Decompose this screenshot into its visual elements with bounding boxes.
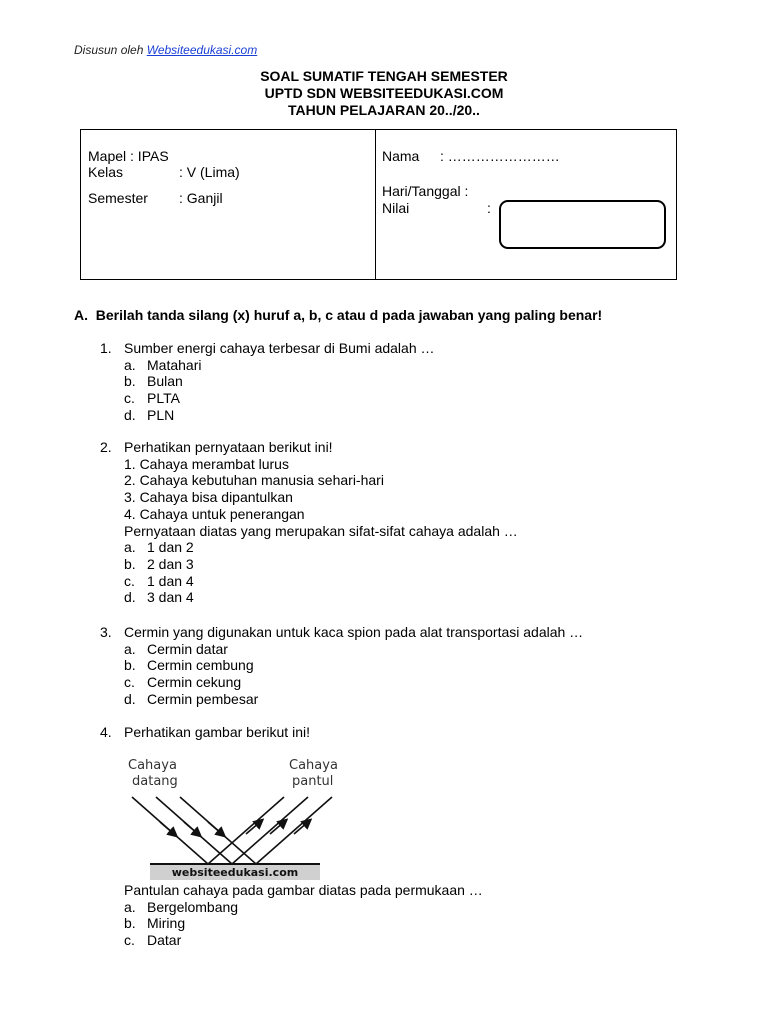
mapel-field: Mapel : IPAS <box>88 148 169 164</box>
info-table-divider <box>375 130 376 279</box>
option-text: Cermin cekung <box>147 674 242 691</box>
document-title <box>0 68 768 119</box>
option-b[interactable] <box>100 556 518 573</box>
incoming-label-line2: datang <box>132 774 178 789</box>
light-reflection-figure <box>120 752 360 880</box>
option-letter: b. <box>124 373 136 390</box>
option-letter: a. <box>124 539 136 556</box>
option-letter: c. <box>124 390 135 407</box>
question-3 <box>100 624 583 708</box>
option-a[interactable] <box>100 539 518 556</box>
reflected-ray-1 <box>208 797 284 864</box>
student-info-table <box>80 129 677 280</box>
nilai-label: Nilai <box>382 200 410 216</box>
option-text: 2 dan 3 <box>147 555 194 572</box>
question-4-answers <box>124 882 483 949</box>
option-letter: d. <box>124 589 136 606</box>
option-b[interactable] <box>124 915 483 932</box>
question-2 <box>100 439 518 606</box>
option-text: Miring <box>147 915 186 932</box>
title-line-2: UPTD SDN WEBSITEEDUKASI.COM <box>264 85 504 101</box>
option-c[interactable] <box>100 674 583 691</box>
question-prompt: Pernyataan diatas yang merupakan sifat-sifat cahaya adalah … <box>124 522 518 539</box>
option-text: Bulan <box>147 373 183 390</box>
incoming-arrow-2 <box>184 822 198 834</box>
question-4 <box>100 724 310 741</box>
option-letter: b. <box>124 657 136 674</box>
option-text: PLN <box>147 406 175 423</box>
figure-watermark: websiteedukasi.com <box>171 866 299 879</box>
kelas-value: : V (Lima) <box>179 164 240 180</box>
question-number: 1. <box>100 340 112 356</box>
option-letter: c. <box>124 572 135 589</box>
option-letter: c. <box>124 932 135 949</box>
option-letter: a. <box>124 356 136 373</box>
section-a-instruction: Berilah tanda silang (x) huruf a, b, c atau d pada jawaban yang paling benar! <box>95 307 603 323</box>
option-text: Cermin cembung <box>147 657 254 674</box>
nama-value: : …………………… <box>440 148 560 164</box>
question-number: 3. <box>100 624 112 640</box>
reflected-rays <box>208 797 332 864</box>
option-letter: b. <box>124 555 136 572</box>
incoming-label-line1: Cahaya <box>128 758 177 773</box>
option-letter: b. <box>124 915 136 932</box>
reflected-ray-2 <box>232 797 308 864</box>
option-letter: a. <box>124 898 136 915</box>
incoming-arrow-1 <box>160 822 174 834</box>
option-text: Bergelombang <box>147 898 239 915</box>
option-text: 1 dan 2 <box>147 539 194 556</box>
question-number: 4. <box>100 724 112 740</box>
option-text: Matahari <box>147 356 202 373</box>
question-text: Cermin yang digunakan untuk kaca spion pada alat transportasi adalah … <box>124 624 584 640</box>
section-a-label: A. <box>74 307 88 323</box>
question-text: Sumber energi cahaya terbesar di Bumi adalah … <box>124 340 435 356</box>
hari-tanggal-label: Hari/Tanggal : <box>382 183 469 199</box>
statement-4: 4. Cahaya untuk penerangan <box>124 505 305 522</box>
statement-1: 1. Cahaya merambat lurus <box>124 455 289 472</box>
nilai-colon: : <box>487 200 491 216</box>
title-line-3: TAHUN PELAJARAN 20../20.. <box>288 102 480 118</box>
reflected-label-line1: Cahaya <box>289 758 338 773</box>
credit-prefix: Disusun oleh <box>74 43 144 57</box>
incoming-arrow-3 <box>208 822 222 834</box>
section-a-heading <box>74 307 602 323</box>
title-line-1: SOAL SUMATIF TENGAH SEMESTER <box>260 68 508 84</box>
option-d[interactable] <box>100 691 583 708</box>
option-a[interactable] <box>100 357 435 374</box>
option-text: Cermin datar <box>147 640 228 657</box>
nama-label: Nama <box>382 148 420 164</box>
reflected-ray-3 <box>256 797 332 864</box>
option-text: PLTA <box>147 390 180 407</box>
option-a[interactable] <box>124 899 483 916</box>
question-text: Perhatikan pernyataan berikut ini! <box>124 439 333 455</box>
option-letter: d. <box>124 690 136 707</box>
kelas-label: Kelas <box>88 164 124 180</box>
option-b[interactable] <box>100 657 583 674</box>
semester-value: : Ganjil <box>179 190 223 206</box>
option-text: 3 dan 4 <box>147 589 194 606</box>
option-b[interactable] <box>100 373 435 390</box>
option-a[interactable] <box>100 641 583 658</box>
option-letter: c. <box>124 674 135 691</box>
statement-3: 3. Cahaya bisa dipantulkan <box>124 489 293 506</box>
option-letter: a. <box>124 640 136 657</box>
option-c[interactable] <box>124 932 483 949</box>
reflected-label-line2: pantul <box>292 774 334 789</box>
incoming-arrows <box>160 822 222 834</box>
author-credit <box>74 43 257 57</box>
option-d[interactable] <box>100 407 435 424</box>
option-d[interactable] <box>100 589 518 606</box>
statement-2: 2. Cahaya kebutuhan manusia sehari-hari <box>124 472 384 489</box>
option-text: Cermin pembesar <box>147 690 259 707</box>
option-text: 1 dan 4 <box>147 572 194 589</box>
question-number: 2. <box>100 439 112 455</box>
option-c[interactable] <box>100 573 518 590</box>
question-prompt: Pantulan cahaya pada gambar diatas pada permukaan … <box>124 882 483 898</box>
question-text: Perhatikan gambar berikut ini! <box>124 724 310 740</box>
option-letter: d. <box>124 406 136 423</box>
score-box[interactable] <box>499 200 666 249</box>
option-text: Datar <box>147 932 182 949</box>
question-1 <box>100 340 435 424</box>
credit-link[interactable]: Websiteedukasi.com <box>146 43 258 57</box>
semester-label: Semester <box>88 190 148 206</box>
option-c[interactable] <box>100 390 435 407</box>
